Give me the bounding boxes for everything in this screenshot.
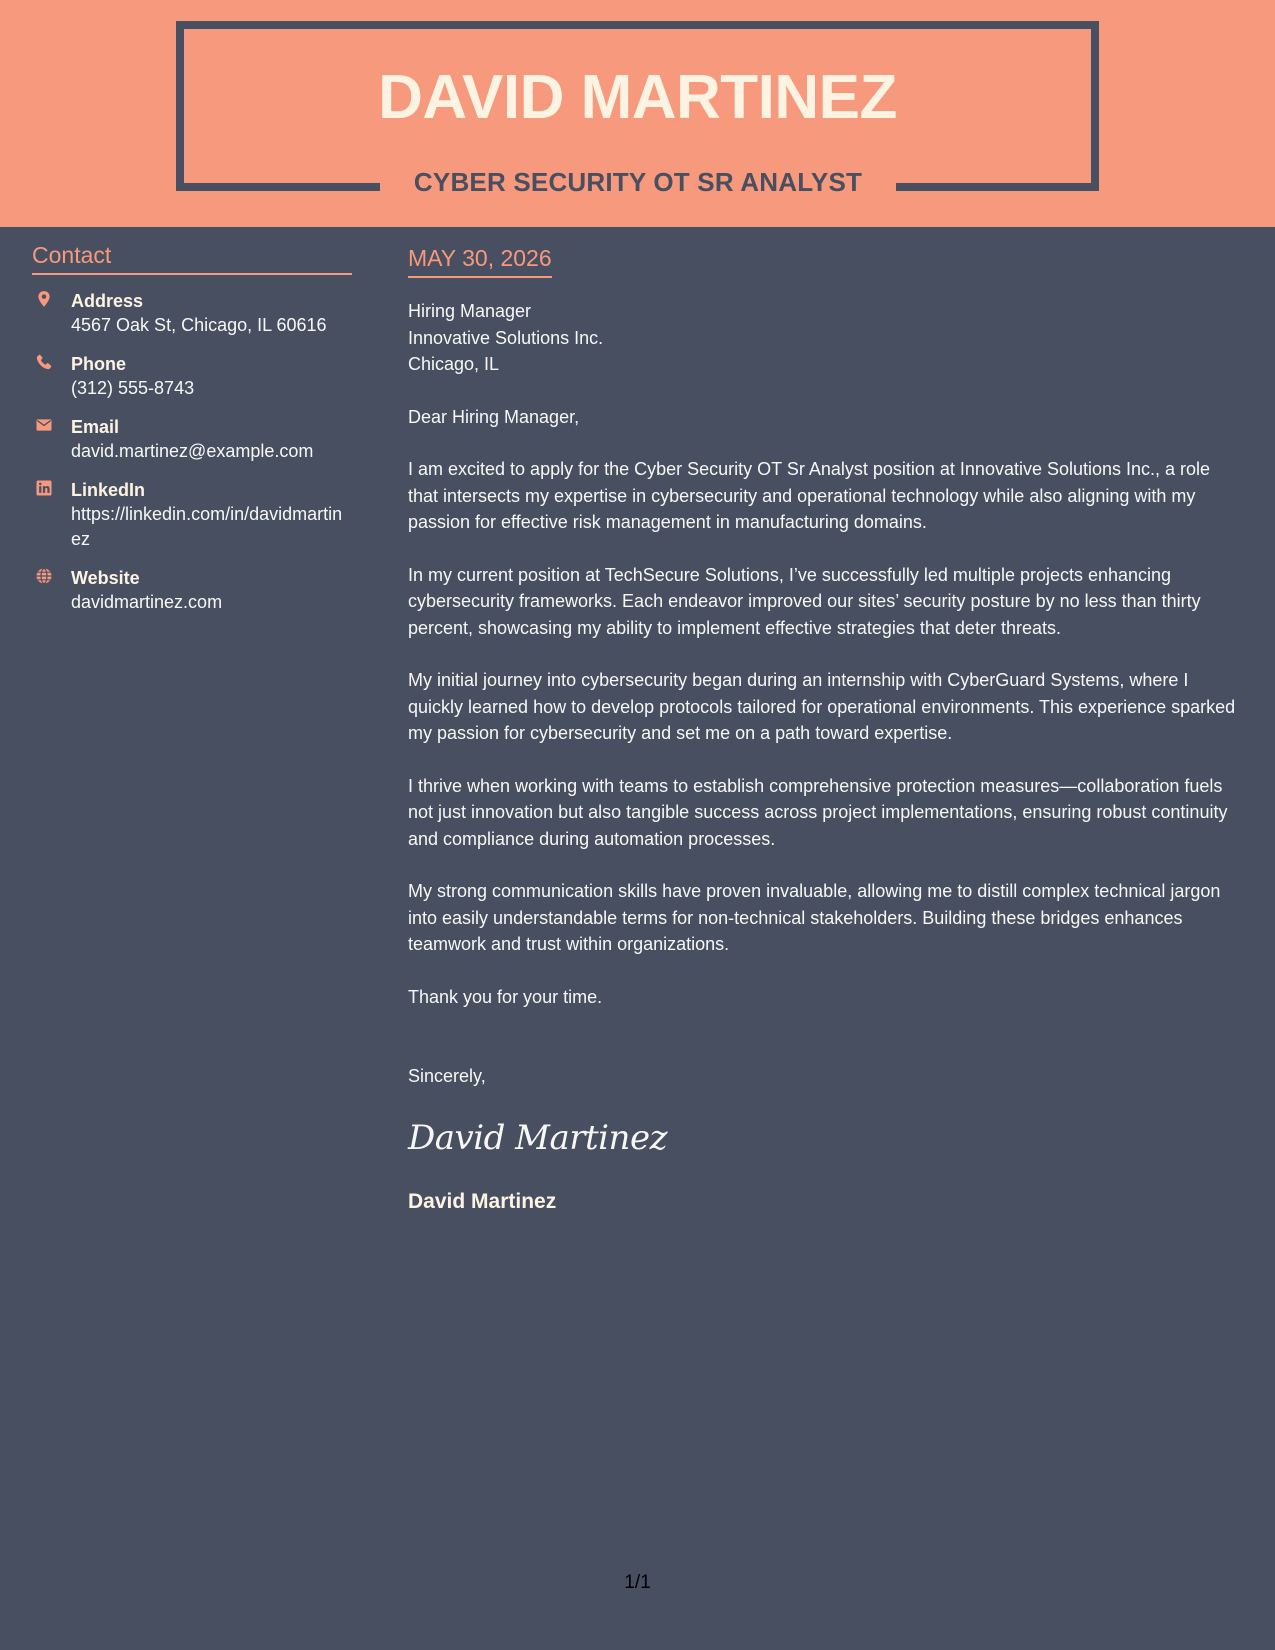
body-paragraph: I am excited to apply for the Cyber Security OT Sr Analyst position at Innovative Solutions Inc., a role that intersects my expertise in cybersecurity and operational technology while also aligning with my passion for effective risk management in manufacturing domains. xyxy=(408,459,1211,532)
contact-heading: Contact xyxy=(32,242,352,275)
contact-label: Address xyxy=(71,291,144,311)
page-number: 1/1 xyxy=(624,1572,651,1593)
globe-icon xyxy=(35,567,53,585)
contact-label: Email xyxy=(71,417,120,437)
letter-body xyxy=(408,245,1244,1214)
contact-value[interactable]: https://linkedin.com/in/davidmartinez xyxy=(71,504,343,549)
contact-linkedin xyxy=(32,478,352,552)
body-paragraph: In my current position at TechSecure Solutions, I’ve successfully led multiple projects enhancing cybersecurity frameworks. Each endeavor improved our sites’ security posture by no less than thirty percent, showcasing my ability to implement effective strategies that deter threats. xyxy=(408,564,1201,638)
contact-label: Phone xyxy=(71,354,127,374)
thanks-line: Thank you for your time. xyxy=(408,986,603,1007)
contact-label: LinkedIn xyxy=(71,480,146,500)
title-frame-bottom-left xyxy=(176,183,380,191)
contact-value: (312) 555-8743 xyxy=(71,378,195,398)
letter-date: MAY 30, 2026 xyxy=(408,245,552,278)
contact-address xyxy=(32,289,352,338)
title-frame-bottom-right xyxy=(896,183,1099,191)
recipient-block xyxy=(408,298,1244,378)
recipient-line: Innovative Solutions Inc. xyxy=(408,327,604,348)
contact-label: Website xyxy=(71,568,140,588)
contact-value: 4567 Oak St, Chicago, IL 60616 xyxy=(71,315,327,335)
contact-email xyxy=(32,415,352,464)
contact-value[interactable]: davidmartinez.com xyxy=(71,592,223,612)
body-paragraph: I thrive when working with teams to establish comprehensive protection measures—collaboration fuels not just innovation but also tangible success across project implementations, ensuring robust continuity and compliance during automation processes. xyxy=(408,775,1228,849)
contact-website xyxy=(32,566,352,615)
salutation: Dear Hiring Manager, xyxy=(408,406,580,427)
body-paragraph: My strong communication skills have proven invaluable, allowing me to distill complex technical jargon into easily understandable terms for non-technical stakeholders. Building these bridges enhances teamwork and trust within organizations. xyxy=(408,881,1221,954)
envelope-icon xyxy=(35,416,53,434)
body-paragraph: My initial journey into cybersecurity began during an internship with CyberGuard Systems, where I quickly learned how to develop protocols tailored for operational environments. This experience sparked my passion for cybersecurity and set me on a path toward expertise. xyxy=(408,670,1236,743)
contact-phone xyxy=(32,352,352,401)
recipient-line: Hiring Manager xyxy=(408,301,532,321)
closing: Sincerely, xyxy=(408,1066,486,1086)
phone-icon xyxy=(35,353,53,371)
linkedin-icon xyxy=(35,479,53,497)
recipient-line: Chicago, IL xyxy=(408,354,500,374)
header-band xyxy=(0,0,1275,227)
contact-value: david.martinez@example.com xyxy=(71,441,314,461)
contact-sidebar xyxy=(32,242,352,629)
candidate-name: DAVID MARTINEZ xyxy=(378,63,897,132)
signer-name: David Martinez xyxy=(408,1189,557,1213)
signature: David Martinez xyxy=(408,1117,667,1158)
location-pin-icon xyxy=(35,290,53,308)
job-title: CYBER SECURITY OT SR ANALYST xyxy=(413,167,863,197)
